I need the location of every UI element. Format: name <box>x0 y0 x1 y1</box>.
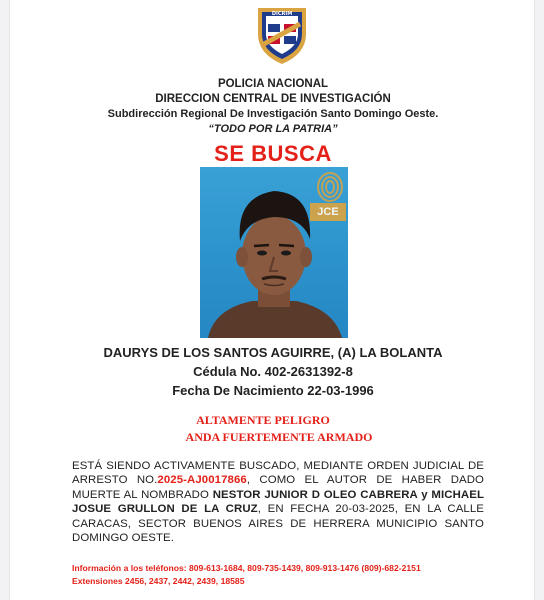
header-line-2: DIRECCION CENTRAL DE INVESTIGACIÓN <box>155 93 391 105</box>
police-crest-icon <box>254 4 310 66</box>
header-motto: “TODO POR LA PATRIA” <box>208 123 338 135</box>
suspect-name: DAURYS DE LOS SANTOS AGUIRRE, (A) LA BOLANTA <box>103 345 443 360</box>
victim-name-1: NESTOR JUNIOR D OLEO CABRERA <box>212 488 418 501</box>
wanted-title: SE BUSCA <box>214 141 332 166</box>
jce-badge: JCE <box>310 203 346 221</box>
description-part-1: ESTÁ SIENDO ACTIVAMENTE BUSCADO, MEDIANTE ORDEN JUDICIAL DE ARRESTO NO. <box>72 460 484 487</box>
header-line-3: Subdirección Regional De Investigación Santo Domingo Oeste. <box>107 108 439 120</box>
warning-line-2: ANDA FUERTEMENTE ARMADO <box>185 430 373 444</box>
arrest-order-number: 2025-AJ0017866 <box>157 474 247 487</box>
description-part-2: , COMO EL AUTOR DE HABER DADO MUERTE AL NOMBRADO <box>72 474 484 501</box>
suspect-photo <box>200 167 348 338</box>
header-line-1: POLICIA NACIONAL <box>217 78 329 90</box>
person-portrait-icon <box>200 167 348 338</box>
suspect-cedula: Cédula No. 402-2631392-8 <box>193 364 353 379</box>
contact-info <box>72 562 502 587</box>
crest-arc-text: DICRIM <box>271 11 293 17</box>
description-part-3: y <box>417 488 432 501</box>
fingerprint-icon <box>318 173 342 201</box>
warning-line-1: ALTAMENTE PELIGRO <box>196 413 330 427</box>
contact-phones: Información a los teléfonos: 809-613-1684, 809-735-1439, 809-913-1476 (809)-682-2151 <box>72 563 421 573</box>
case-description <box>72 459 484 545</box>
description-part-4: , EN FECHA 20-03-2025, EN LA CALLE CARACAS, SECTOR BUENOS AIRES DE HERRERA MUNICIPIO SANTO DOMINGO OESTE. <box>72 503 485 545</box>
suspect-birthdate: Fecha De Nacimiento 22-03-1996 <box>172 383 374 398</box>
wanted-poster <box>9 0 535 600</box>
contact-extensions: Extensiones 2456, 2437, 2442, 2439, 18585 <box>72 575 245 586</box>
victim-name-2: MICHAEL JOSUE GRULLON DE LA CRUZ <box>72 488 485 516</box>
